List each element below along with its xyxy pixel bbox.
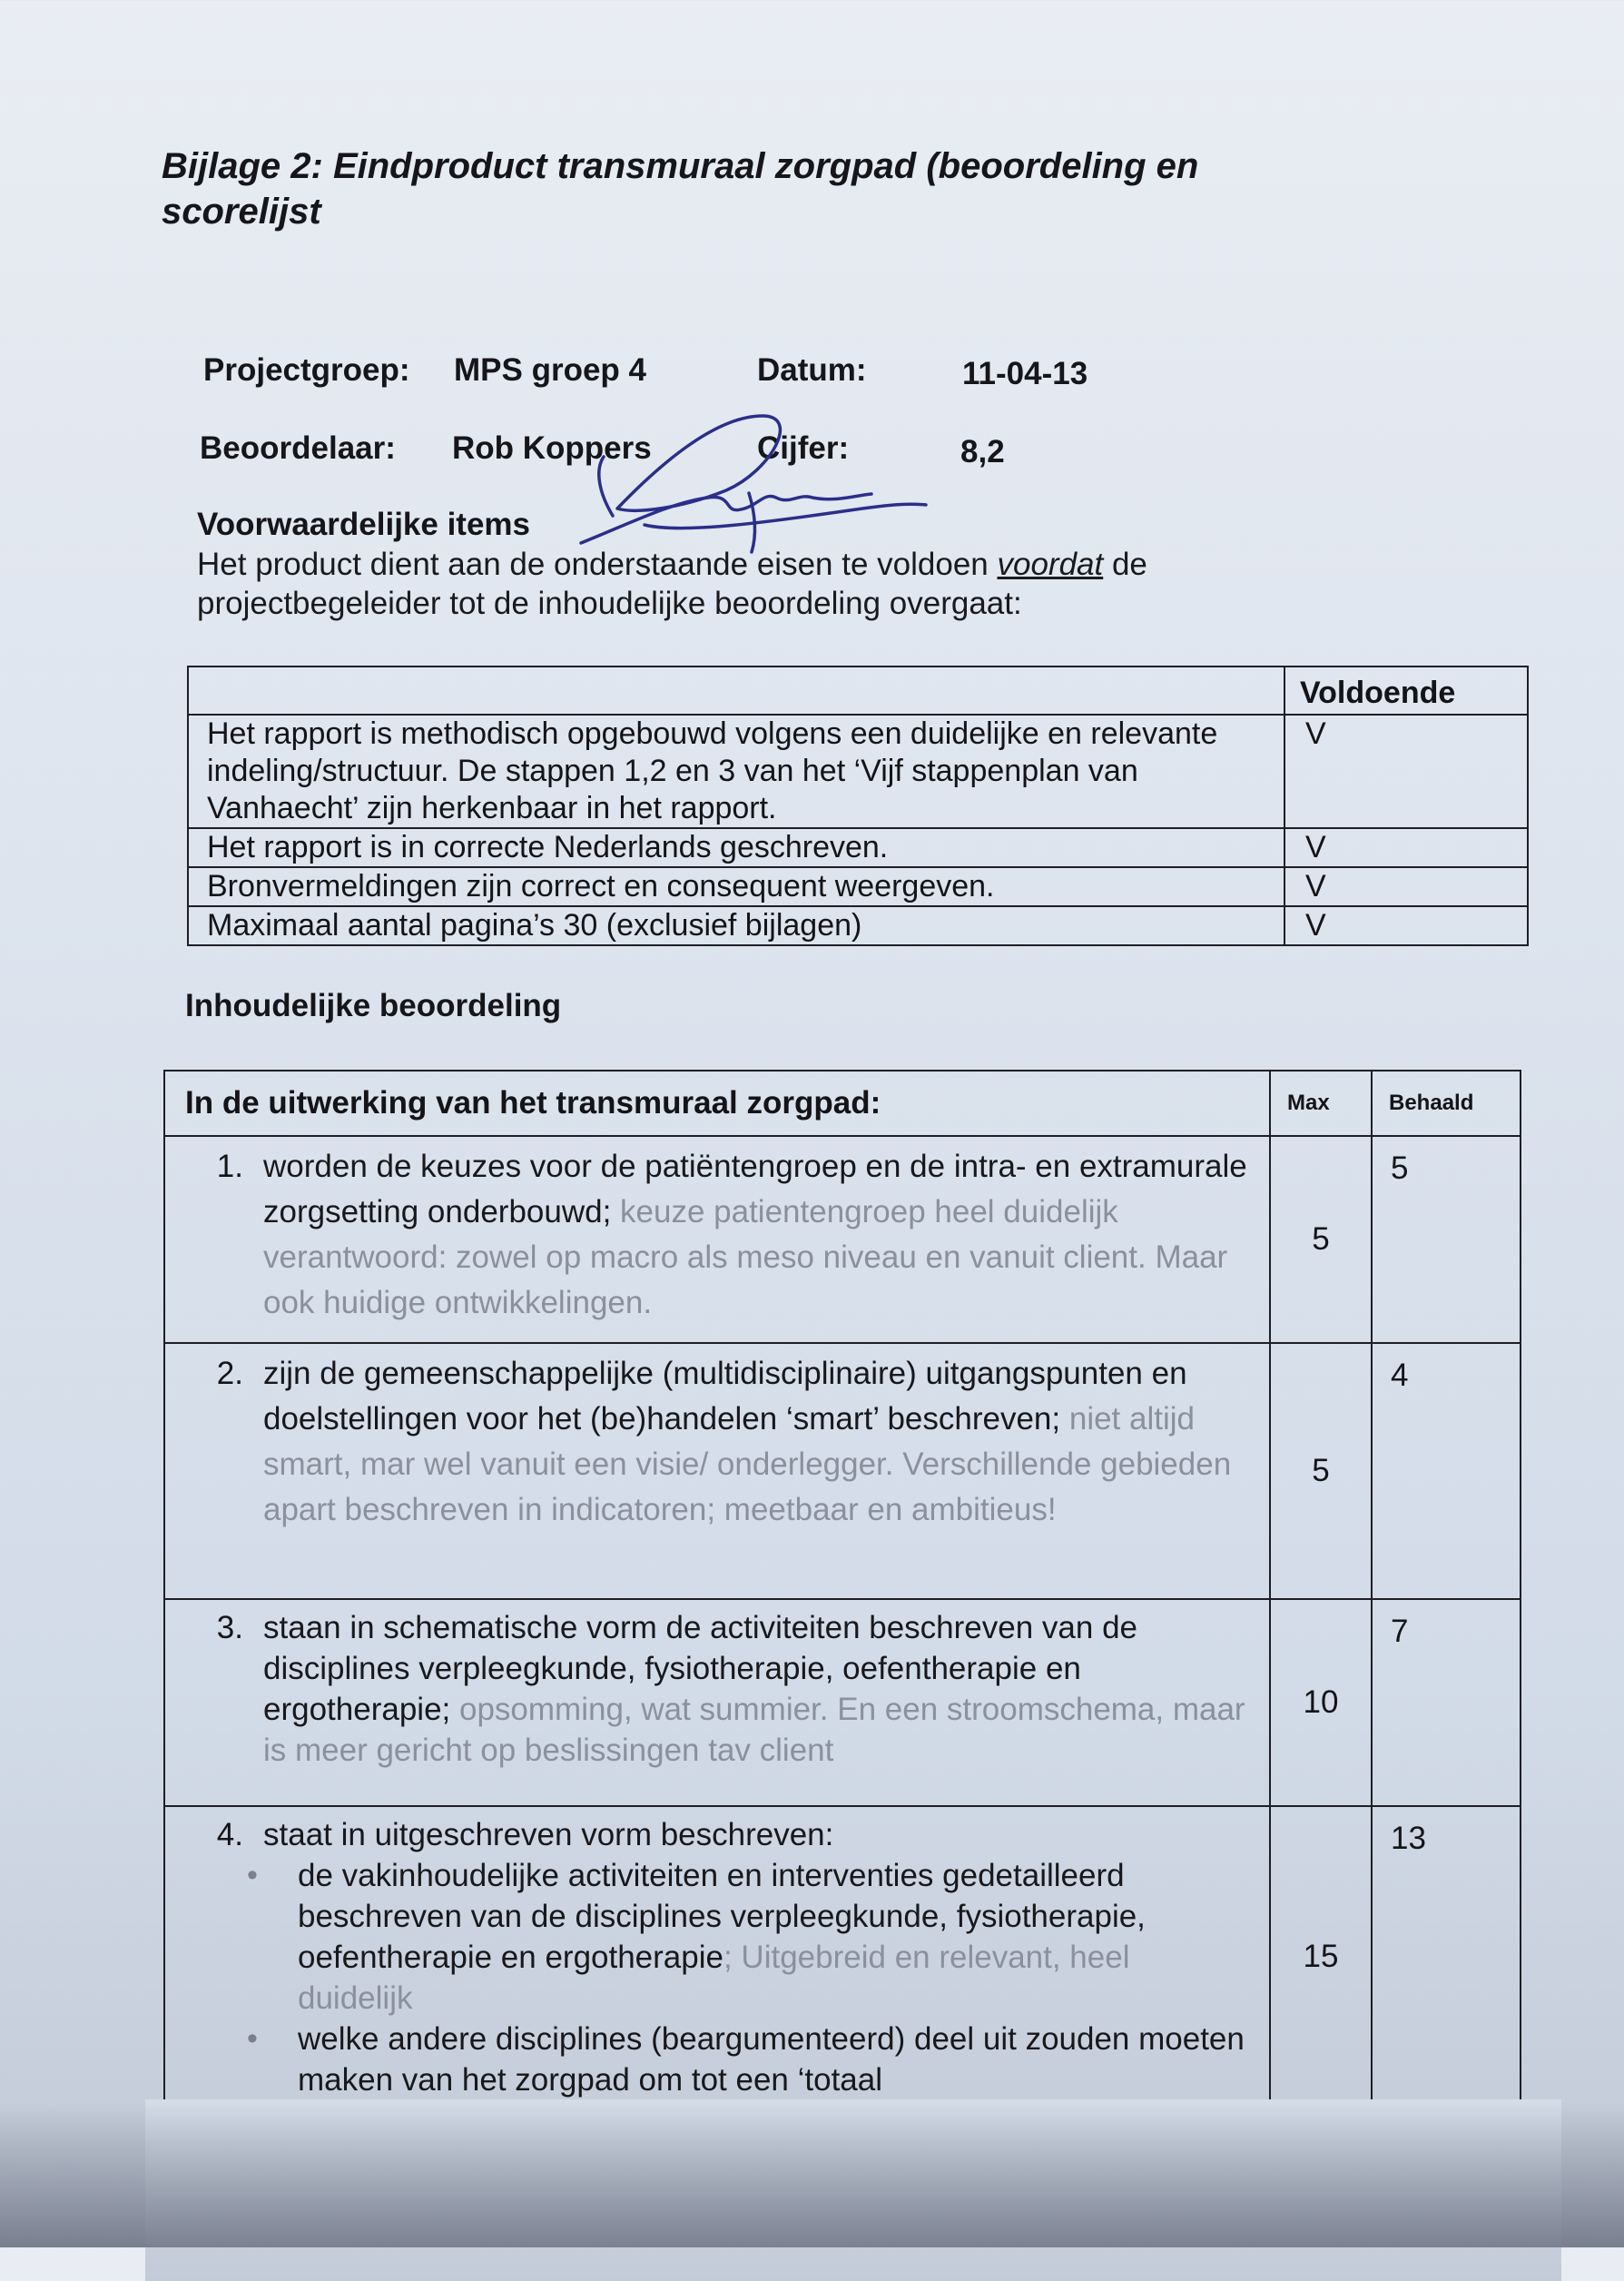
table-row bbox=[164, 1136, 1521, 1343]
behaald-score: 4 bbox=[1372, 1343, 1521, 1599]
max-score: 5 bbox=[1270, 1343, 1372, 1599]
criterion-4-bullets bbox=[192, 1855, 1253, 2100]
projectgroep-value: MPS groep 4 bbox=[454, 352, 646, 388]
behaald-header: Behaald bbox=[1372, 1071, 1521, 1136]
beoordelaar-label: Beoordelaar: bbox=[200, 430, 396, 466]
requirement-check: V bbox=[1284, 715, 1528, 828]
reviewer-comment: keuze patientengroep heel duidelijk verantwoord: zowel op macro als meso niveau en vanuit client. Maar ook huidige ontwikkelingen. bbox=[263, 1194, 1228, 1320]
reviewer-comment: ; Uitgebreid en relevant, heel duidelijk bbox=[298, 1940, 1130, 2016]
criterion-text: zijn de gemeenschappelijke (multidisciplinaire) uitgangspunten en doelstellingen voor het (be)handelen ‘smart’ beschreven; bbox=[263, 1356, 1187, 1437]
inhoudelijke-heading: Inhoudelijke beoordeling bbox=[185, 988, 562, 1023]
projectgroep-label: Projectgroep: bbox=[203, 352, 410, 388]
criteria-header: In de uitwerking van het transmuraal zorgpad: bbox=[164, 1071, 1270, 1136]
max-score: 5 bbox=[1270, 1136, 1372, 1343]
list-item: • de vakinhoudelijke activiteiten en interventies gedetailleerd beschreven van de disciplines verpleegkunde, fysiotherapie, oefentherapie en ergotherapie; Uitgebreid en relevant, heel duidelijk bbox=[247, 1855, 1253, 2019]
requirement-text: Het rapport is in correcte Nederlands geschreven. bbox=[188, 828, 1284, 867]
list-item: • welke andere disciplines (beargumenteerd) deel uit zouden moeten maken van het zorgpad om tot een ‘totaal bbox=[247, 2019, 1253, 2100]
datum-value: 11-04-13 bbox=[962, 356, 1088, 391]
emphasis-voordat: voordat bbox=[997, 547, 1104, 582]
criterion-text: staan in schematische vorm de activiteiten beschreven van de disciplines verpleegkunde, fysiotherapie, oefentherapie en ergotherapie; bbox=[263, 1610, 1138, 1727]
max-score: 15 bbox=[1270, 1806, 1372, 2107]
criterion-number: 2. bbox=[216, 1356, 243, 1391]
table-header-row bbox=[164, 1071, 1521, 1136]
cijfer-label: Cijfer: bbox=[757, 430, 850, 466]
criterion-text: worden de keuzes voor de patiëntengroep en de intra- en extramurale zorgsetting onderbouwd; bbox=[263, 1149, 1247, 1229]
criterion-number: 4. bbox=[216, 1817, 243, 1852]
voorwaardelijke-table bbox=[187, 666, 1529, 946]
table-row bbox=[188, 906, 1528, 945]
cijfer-value: 8,2 bbox=[960, 434, 1005, 469]
table-row bbox=[188, 867, 1528, 906]
table-row bbox=[164, 1806, 1521, 2107]
table-header-row bbox=[188, 667, 1528, 715]
reviewer-comment: opsomming, wat summier. En een stroomschema, maar is meer gericht op beslissingen tav client bbox=[263, 1692, 1245, 1768]
table-row bbox=[164, 1599, 1521, 1806]
criterion-2 bbox=[164, 1343, 1270, 1599]
table-row bbox=[188, 828, 1528, 867]
behaald-score: 5 bbox=[1372, 1136, 1521, 1343]
behaald-score: 13 bbox=[1372, 1806, 1521, 2107]
criterion-number: 3. bbox=[216, 1610, 243, 1645]
criterion-text: staat in uitgeschreven vorm beschreven: bbox=[263, 1817, 834, 1852]
criterion-3 bbox=[164, 1599, 1270, 1806]
behaald-score: 7 bbox=[1372, 1599, 1521, 1806]
requirement-text: Maximaal aantal pagina’s 30 (exclusief bijlagen) bbox=[188, 906, 1284, 945]
reviewer-comment: niet altijd smart, mar wel vanuit een visie/ onderlegger. Verschillende gebieden apart beschreven in indicatoren; meetbaar en ambitieus! bbox=[263, 1401, 1232, 1527]
requirement-text: Bronvermeldingen zijn correct en consequent weergeven. bbox=[188, 867, 1284, 906]
requirement-check: V bbox=[1284, 867, 1528, 906]
voorwaardelijke-intro: Het product dient aan de onderstaande eisen te voldoen voordat de projectbegeleider tot de inhoudelijke beoordeling overgaat: bbox=[197, 547, 1147, 621]
signature bbox=[563, 407, 962, 561]
requirement-text: Het rapport is methodisch opgebouwd volgens een duidelijke en relevante indeling/structuur. De stappen 1,2 en 3 van het ‘Vijf stappenplan van Vanhaecht’ zijn herkenbaar in het rapport. bbox=[188, 715, 1284, 828]
photo-shadow bbox=[0, 2102, 1624, 2247]
requirement-check: V bbox=[1284, 906, 1528, 945]
criterion-number: 1. bbox=[216, 1149, 243, 1184]
max-score: 10 bbox=[1270, 1599, 1372, 1806]
voorwaardelijke-heading: Voorwaardelijke items bbox=[197, 507, 531, 542]
datum-label: Datum: bbox=[757, 352, 867, 388]
beoordelaar-value: Rob Koppers bbox=[452, 430, 652, 466]
criterion-4 bbox=[164, 1806, 1270, 2107]
table-row bbox=[164, 1343, 1521, 1599]
table-row bbox=[188, 715, 1528, 828]
voldoende-header: Voldoende bbox=[1284, 667, 1528, 715]
requirement-check: V bbox=[1284, 828, 1528, 867]
inhoudelijke-table bbox=[163, 1070, 1521, 2108]
document-title: Bijlage 2: Eindproduct transmuraal zorgpad (beoordeling en scorelijst bbox=[162, 146, 1199, 232]
criterion-1 bbox=[164, 1136, 1270, 1343]
max-header: Max bbox=[1270, 1071, 1372, 1136]
